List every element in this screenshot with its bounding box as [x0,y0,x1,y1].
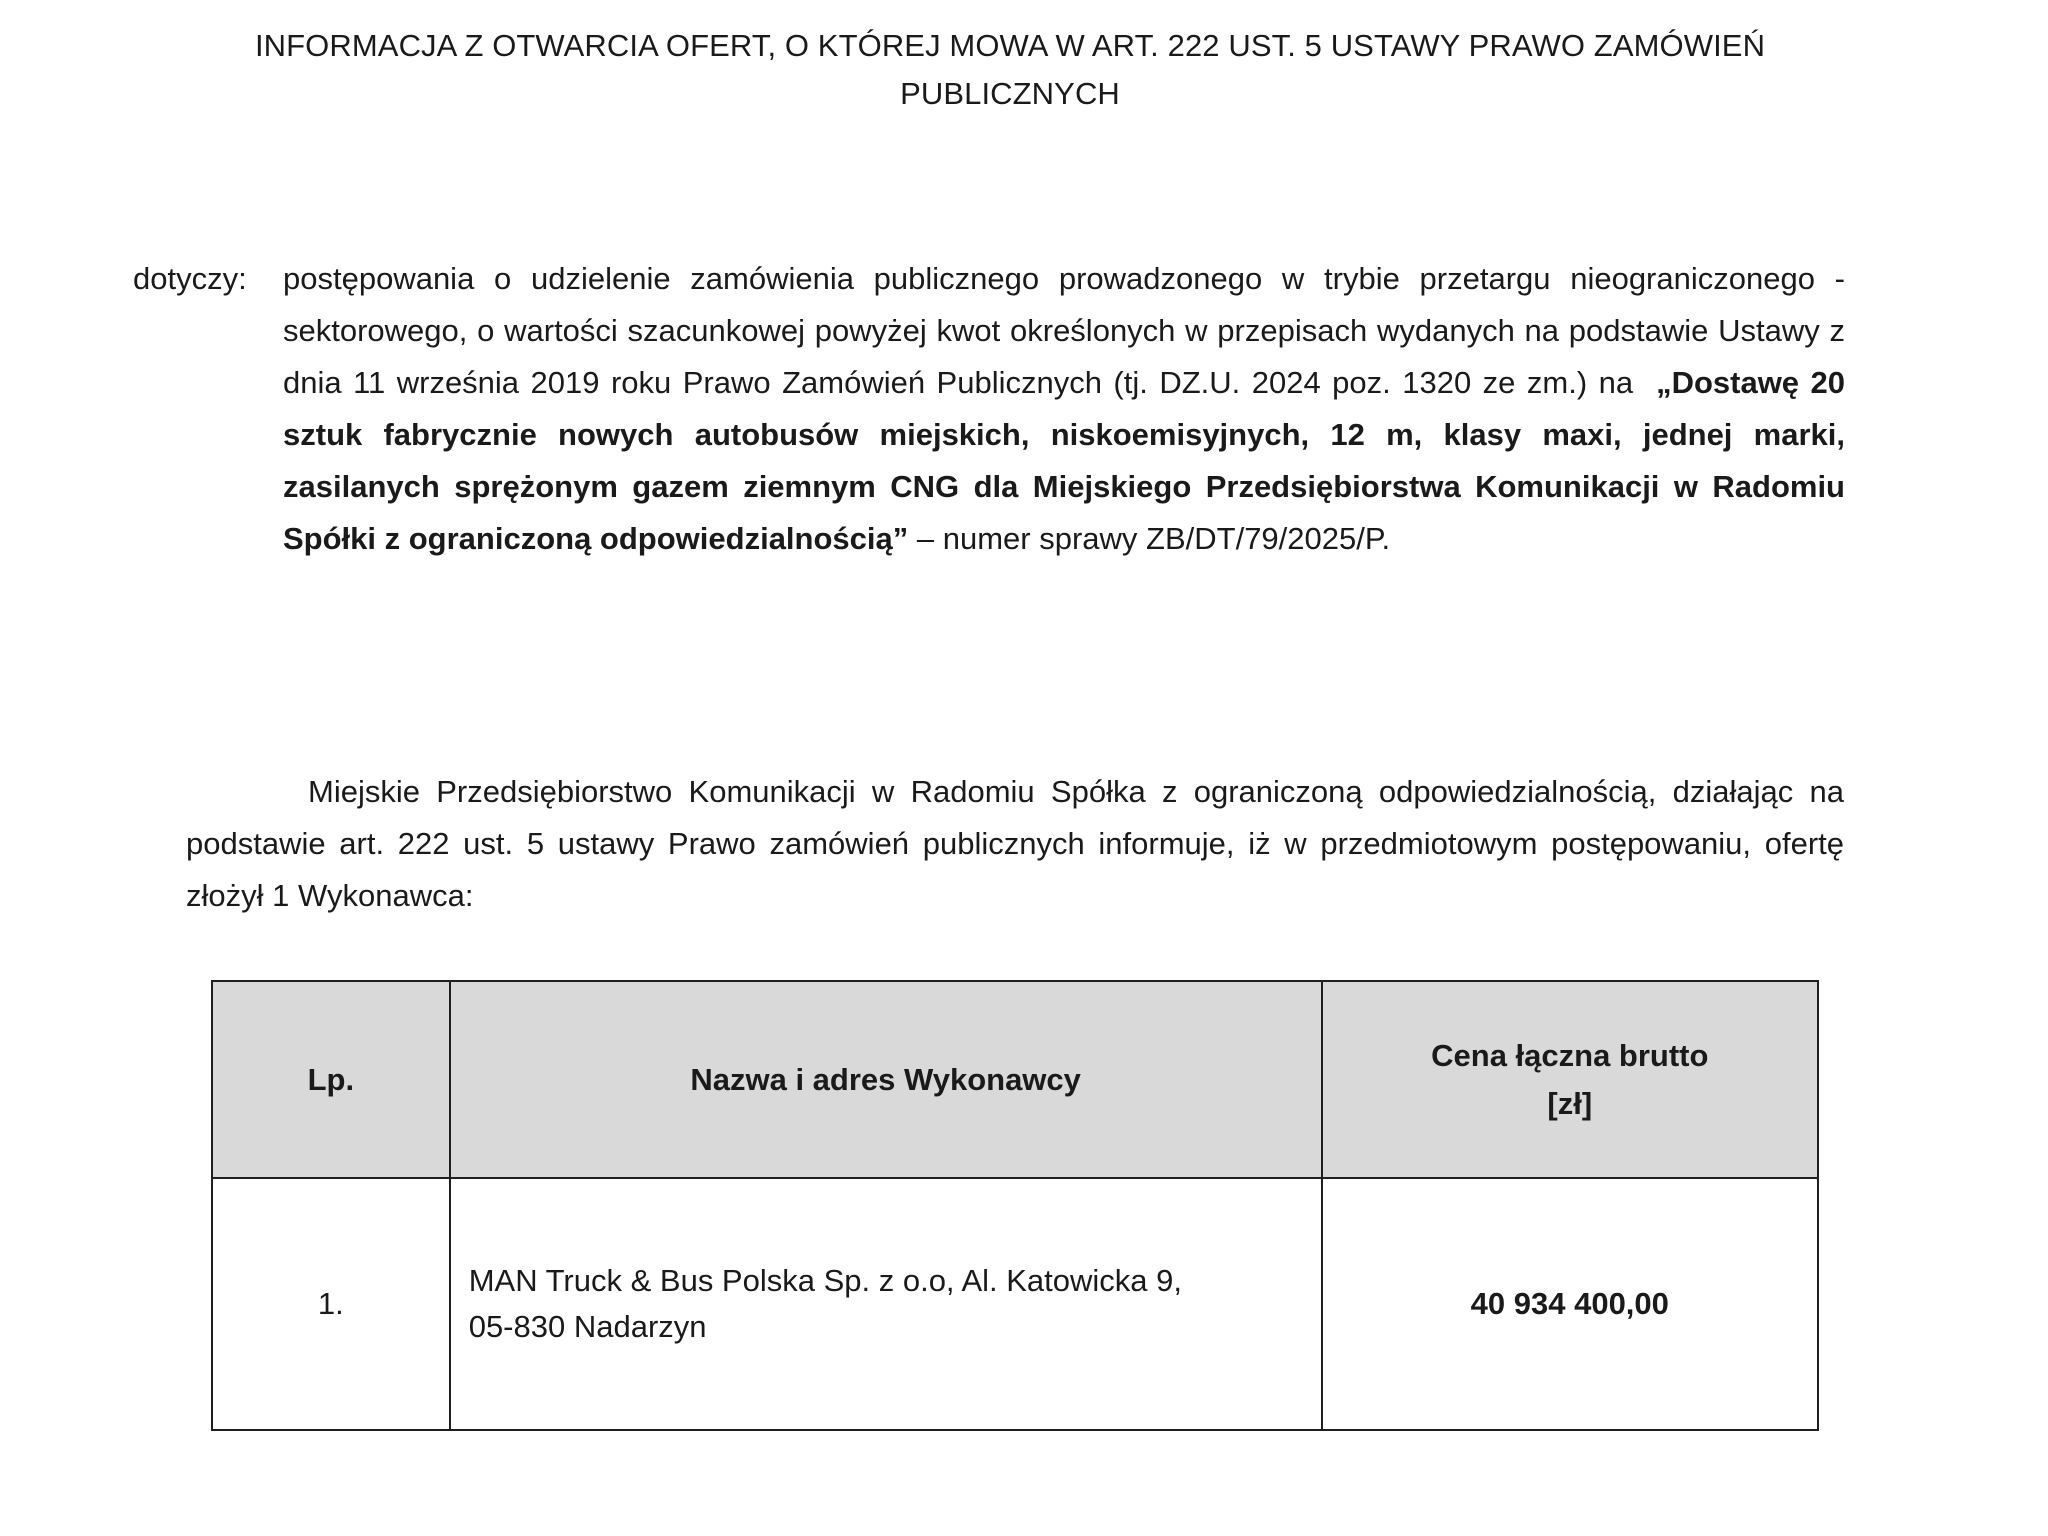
header-lp [212,981,450,1178]
table-header-row [212,981,1818,1178]
contractor-name-line: MAN Truck & Bus Polska Sp. z o.o, Al. Katowicka 9, [468,1263,1182,1298]
cell-contractor [450,1178,1322,1430]
subject-text-case-number: – numer sprawy ZB/DT/79/2025/P. [916,521,1391,556]
subject-text-order-title: „Dostawę 20 sztuk fabrycznie nowych autobusów miejskich, niskoemisyjnych, 12 m, klasy maxi, jednej marki, zasilanych sprężonym gazem ziemnym CNG dla Miejskiego Przedsiębiorstwa Komunikacji w Radomiu Spółki z ograniczoną odpowiedzialnością” [283,365,1845,556]
contractor-address-line: 05-830 Nadarzyn [468,1309,707,1344]
intro-paragraph: Miejskie Przedsiębiorstwo Komunikacji w Radomiu Spółka z ograniczoną odpowiedzialnością, działając na podstawie art. 222 ust. 5 ustawy Prawo zamówień publicznych informuje, iż w przedmiotowym postępowaniu, ofertę złożył 1 Wykonawca: [186,774,1844,913]
header-price-label: Cena łączna brutto [1431,1037,1709,1073]
cell-price: 40 934 400,00 [1322,1178,1818,1430]
header-lp-label: Lp. [307,1061,355,1097]
subject-label: dotyczy: [133,261,247,296]
document-title: INFORMACJA Z OTWARCIA OFERT, O KTÓREJ MOWA W ART. 222 UST. 5 USTAWY PRAWO ZAMÓWIEŃ PUBLICZNYCH [254,28,1766,111]
offers-table [211,980,1819,1431]
subject-text-intro: postępowania o udzielenie zamówienia publicznego prowadzonego w trybie przetargu nieograniczonego - sektorowego, o wartości szacunkowej powyżej kwot określonych w przepisach wydanych na podstawie Ustawy z dnia 11 września 2019 roku Prawo Zamówień Publicznych (tj. DZ.U. 2024 poz. 1320 ze zm.) na [283,261,1845,400]
subject-body [283,253,1845,565]
header-price-unit: [zł] [1547,1085,1593,1121]
header-price [1322,981,1818,1178]
header-name-label: Nazwa i adres Wykonawcy [690,1061,1081,1097]
table-row [212,1178,1818,1430]
cell-lp: 1. [212,1178,450,1430]
header-name [450,981,1322,1178]
